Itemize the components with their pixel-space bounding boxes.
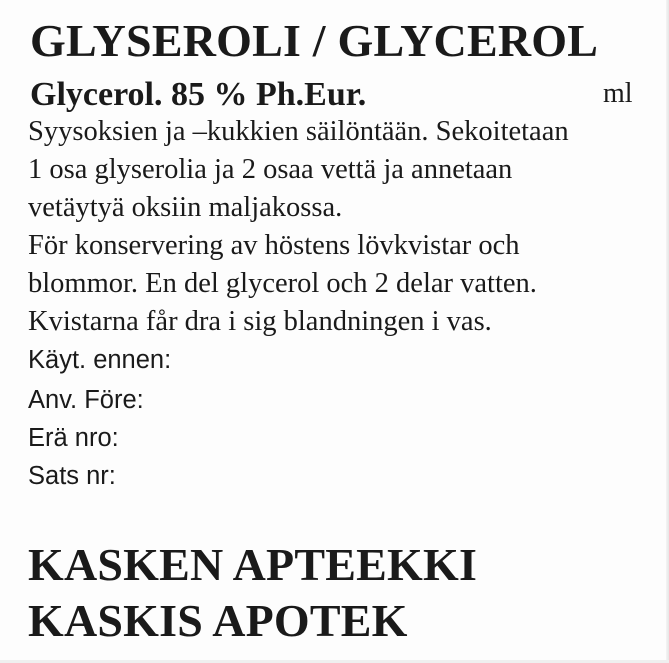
- product-title: GLYSEROLI / GLYCEROL: [30, 15, 599, 66]
- description-line: Kvistarna får dra i sig blandningen i vas.: [28, 306, 492, 337]
- pharmacy-name-fi: KASKEN APTEEKKI: [28, 539, 478, 590]
- use-before-field-sv: Anv. Före:: [28, 386, 144, 414]
- volume-unit: ml: [603, 78, 633, 109]
- batch-field-sv: Sats nr:: [28, 462, 116, 490]
- description-line: Syysoksien ja –kukkien säilöntään. Sekoitetaan: [28, 116, 569, 147]
- use-before-field-fi: Käyt. ennen:: [28, 346, 172, 374]
- description-line: blommor. En del glycerol och 2 delar vatten.: [28, 268, 537, 299]
- description-line: 1 osa glyserolia ja 2 osaa vettä ja annetaan: [28, 154, 513, 185]
- description-line: vetäytyä oksiin maljakossa.: [28, 192, 343, 223]
- pharmacy-name-sv: KASKIS APOTEK: [28, 595, 408, 646]
- description-line: För konservering av höstens lövkvistar och: [28, 230, 520, 261]
- product-subtitle: Glycerol. 85 % Ph.Eur.: [30, 76, 367, 113]
- batch-field-fi: Erä nro:: [28, 424, 119, 452]
